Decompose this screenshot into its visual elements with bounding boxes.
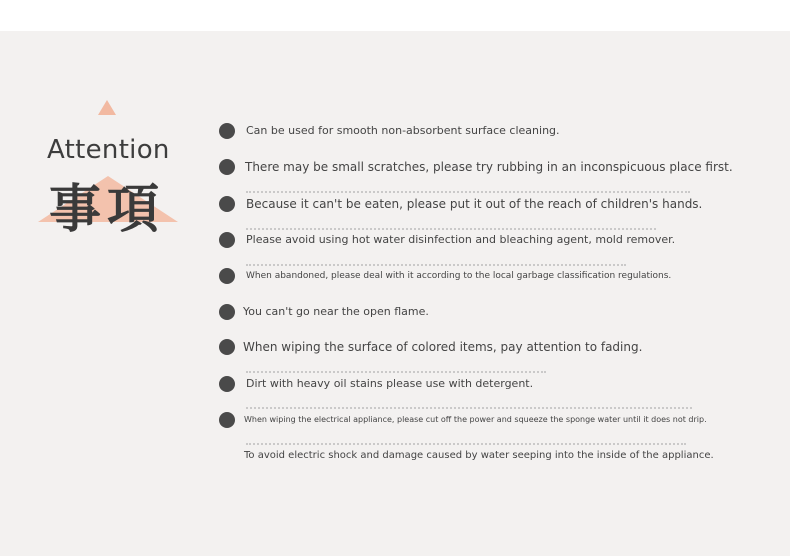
- bullet-icon: [219, 339, 235, 355]
- content-panel: [0, 31, 790, 556]
- bullet-icon: [219, 376, 235, 392]
- bullet-icon: [219, 232, 235, 248]
- bullet-icon: [219, 159, 235, 175]
- note-text: Dirt with heavy oil stains please use with detergent.: [246, 377, 534, 390]
- heading-english: Attention: [47, 135, 170, 165]
- note-text: Please avoid using hot water disinfection and bleaching agent, mold remover.: [246, 233, 676, 246]
- bullet-icon: [219, 196, 235, 212]
- bullet-icon: [219, 123, 235, 139]
- bullet-icon: [219, 412, 235, 428]
- bullet-icon: [219, 304, 235, 320]
- small-triangle-decoration: [98, 100, 116, 115]
- note-text: When wiping the surface of colored items, pay attention to fading.: [243, 340, 643, 354]
- note-text: You can't go near the open flame.: [243, 305, 429, 318]
- note-text: When abandoned, please deal with it according to the local garbage classification regulations.: [246, 271, 672, 281]
- note-text: Can be used for smooth non-absorbent surface cleaning.: [246, 124, 560, 137]
- note-text: When wiping the electrical appliance, please cut off the power and squeeze the sponge water until it does not drip.: [244, 415, 707, 424]
- note-text: To avoid electric shock and damage caused by water seeping into the inside of the appliance.: [244, 450, 714, 461]
- bullet-icon: [219, 268, 235, 284]
- heading-chinese: 事項: [49, 180, 166, 240]
- note-text: There may be small scratches, please try rubbing in an inconspicuous place first.: [245, 160, 733, 174]
- note-text: Because it can't be eaten, please put it out of the reach of children's hands.: [246, 197, 703, 211]
